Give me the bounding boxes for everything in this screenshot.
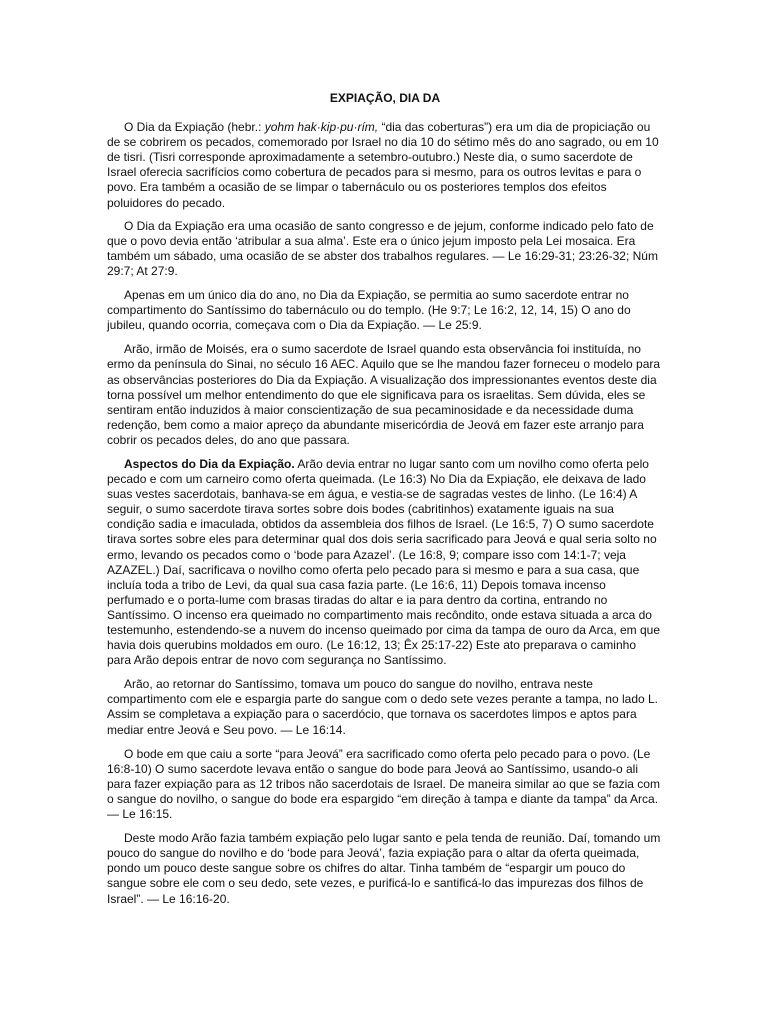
section-heading: Aspectos do Dia da Expiação. bbox=[124, 456, 295, 471]
paragraph-text: “dia das coberturas”) era um dia de propiciação ou de se cobrirem os pecados, comemorado por Israel no dia 10 do sétimo mês do ano sagrado, ou em 10 de tisri. (Tisri corresponde aproximadamente a setembro-outubro.) Neste dia, o sumo sacerdote de Israel oferecia sacrifícios como cobertura de pecados para si mesmo, para os outros levitas e para o povo. Era também a ocasião de se limpar o tabernáculo ou os posteriores templos dos efeitos poluidores do pecado. bbox=[107, 120, 659, 210]
paragraph-goat-for-jehovah: O bode em que caiu a sorte “para Jeová” era sacrificado como oferta pelo pecado para o povo. (Le 16:8-10) O sumo sacerdote levava então o sangue do bode para Jeová ao Santíssimo, usando-o ali para fazer expiação para as 12 tribos não sacerdotais de Israel. De maneira similar ao que se fazia com o sangue do novilho, o sangue do bode era espargido “em direção à tampa e diante da tampa” da Arca. — Le 16:15. bbox=[107, 746, 660, 822]
paragraph-blood-sprinkling: Arão, ao retornar do Santíssimo, tomava um pouco do sangue do novilho, entrava neste compartimento com ele e espargia parte do sangue com o dedo sete vezes perante a tampa, no lado L. Assim se completava a expiação para o sacerdócio, que tornava os sacerdotes limpos e aptos para mediar entre Jeová e Seu povo. — Le 16:14. bbox=[107, 677, 659, 737]
paragraph-aaron: Arão, irmão de Moisés, era o sumo sacerdote de Israel quando esta observância foi instituída, no ermo da península do Sinai, no século 16 AEC. Aquilo que se lhe mandou fazer forneceu o modelo para as observâncias posteriores do Dia da Expiação. A visualização dos impressionantes eventos deste dia torna possível um melhor entendimento do que ele significava para os israelitas. Sem dúvida, eles se sentiram então induzidos à maior conscientização de sua pecaminosidade e da necessidade duma redenção, bem como a maior apreço da abundante misericórdia de Jeová em fazer este arranjo para cobrir os pecados deles, do ano que passara. bbox=[107, 342, 661, 447]
paragraph-text: Arão devia entrar no lugar santo com um novilho como oferta pelo pecado e com um carneiro como oferta queimada. (Le 16:3) No Dia da Expiação, ele deixava de lado suas vestes sacerdotais, banhava-se em água, e vestia-se de sagradas vestes de linho. (Le 16:4) A seguir, o sumo sacerdote tirava sortes sobre dois bodes (cabritinhos) exatamente iguais na sua condição sadia e imaculada, obtidos da assembleia dos filhos de Israel. (Le 16:5, 7) O sumo sacerdote tirava sortes sobre eles para determinar qual dos dois seria sacrificado para Jeová e qual seria solto no ermo, levando os pecados como o ‘bode para Azazel’. (Le 16:8, 9; compare isso com 14:1-7; veja AZAZEL.) Daí, sacrificava o novilho como oferta pelo pecado para si mesmo e para a sua casa, que incluía toda a tribo de Levi, da qual sua casa fazia parte. (Le 16:6, 11) Depois tomava incenso perfumado e o porta-lume com brasas tiradas do altar e ia para dentro da cortina, entrando no Santíssimo. O incenso era queimado no compartimento mais recôndito, onde estava situada a arca do testemunho, estendendo-se a nuvem do incenso queimado por cima da tampa de ouro da Arca, em que havia dois querubins moldados em ouro. (Le 16:12, 13; Êx 25:17-22) Este ato preparava o caminho para Arão depois entrar de novo com segurança no Santíssimo. bbox=[107, 456, 661, 668]
paragraph-holy-place-atonement: Deste modo Arão fazia também expiação pelo lugar santo e pela tenda de reunião. Daí, tomando um pouco do sangue do novilho e do ‘bode para Jeová’, fazia expiação para o altar da oferta queimada, pondo um pouco deste sangue sobre os chifres do altar. Tinha também de “espargir um pouco do sangue sobre ele com o seu dedo, sete vezes, e purificá-lo e santificá-lo das impurezas dos filhos de Israel”. — Le 16:16-20. bbox=[107, 831, 661, 906]
paragraph-text: O Dia da Expiação (hebr.: bbox=[124, 120, 265, 135]
document-page bbox=[107, 91, 663, 916]
hebrew-term: yohm hak·kip·pu·rím, bbox=[264, 120, 379, 135]
paragraph-aspects bbox=[107, 457, 663, 668]
paragraph-introduction bbox=[107, 120, 663, 211]
document-title: EXPIAÇÃO, DIA DA bbox=[329, 91, 441, 105]
paragraph-holy-of-holies: Apenas em um único dia do ano, no Dia da Expiação, se permitia ao sumo sacerdote entrar no compartimento do Santíssimo do tabernáculo ou do templo. (He 9:7; Le 16:2, 12, 14, 15) O ano do jubileu, quando ocorria, começava com o Dia da Expiação. — Le 25:9. bbox=[107, 288, 631, 333]
paragraph-fast: O Dia da Expiação era uma ocasião de santo congresso e de jejum, conforme indicado pelo fato de que o povo devia então ‘atribular a sua alma’. Este era o único jejum imposto pela Lei mosaica. Era também um sábado, uma ocasião de se abster dos trabalhos regulares. — Le 16:29-31; 23:26-32; Núm 29:7; At 27:9. bbox=[107, 218, 658, 278]
